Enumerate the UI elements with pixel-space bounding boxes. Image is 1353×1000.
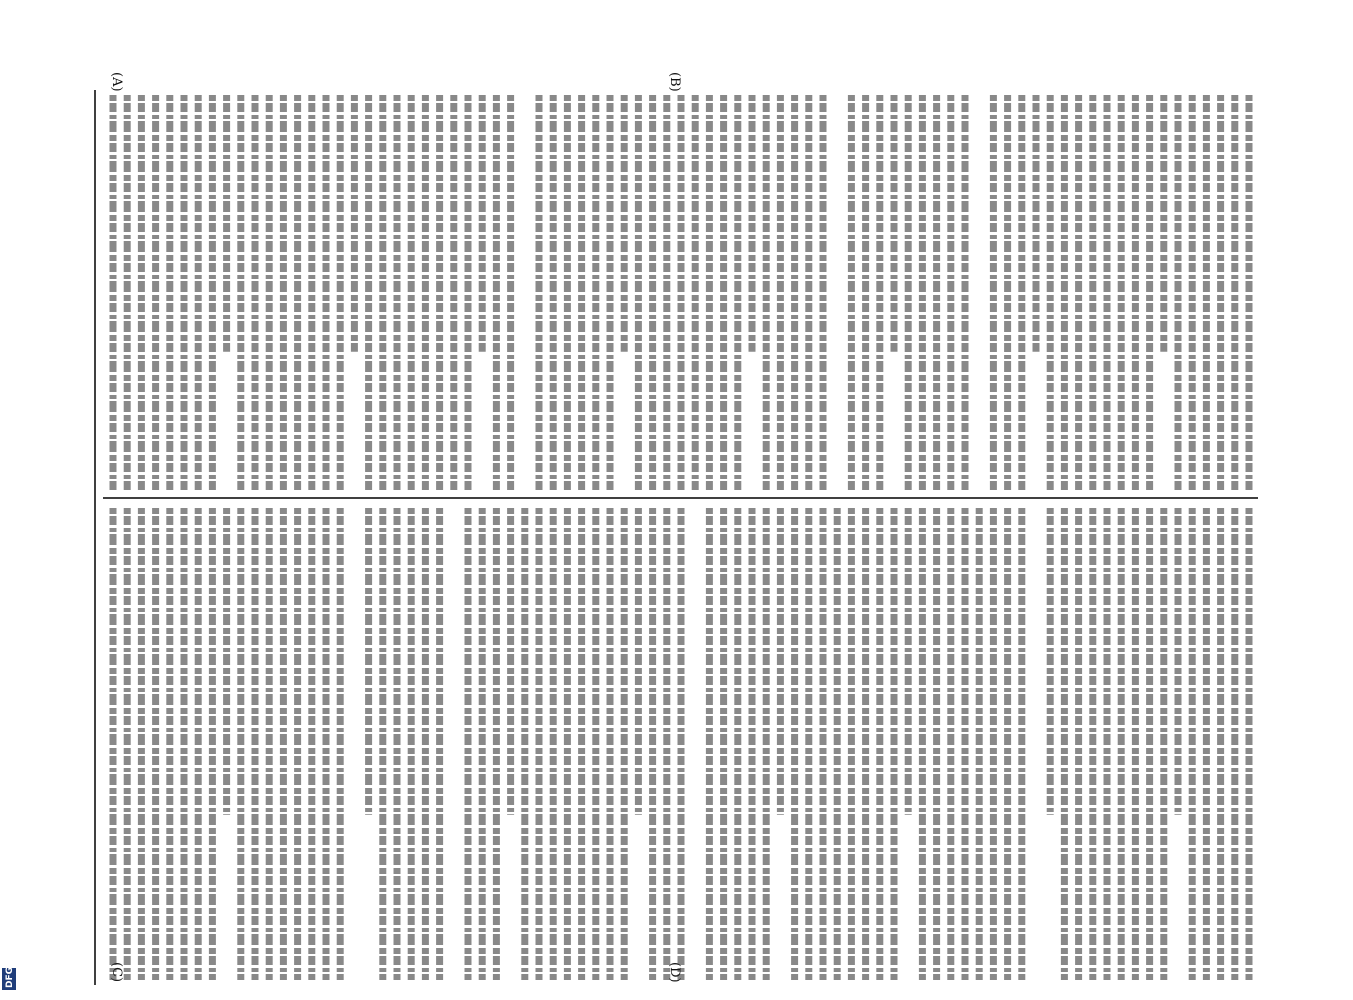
- right-column-text: [113, 508, 1249, 980]
- dfg-logo: [2, 967, 16, 990]
- margin-marker-a: (A): [109, 72, 124, 92]
- rotated-page: [95, 72, 1258, 985]
- left-column-text: [113, 95, 1249, 490]
- margin-marker-b: (B): [667, 72, 682, 92]
- margin-marker-d: (D): [667, 962, 682, 983]
- dfg-logo-text: DFG: [5, 966, 15, 988]
- margin-marker-c: (C): [109, 962, 124, 983]
